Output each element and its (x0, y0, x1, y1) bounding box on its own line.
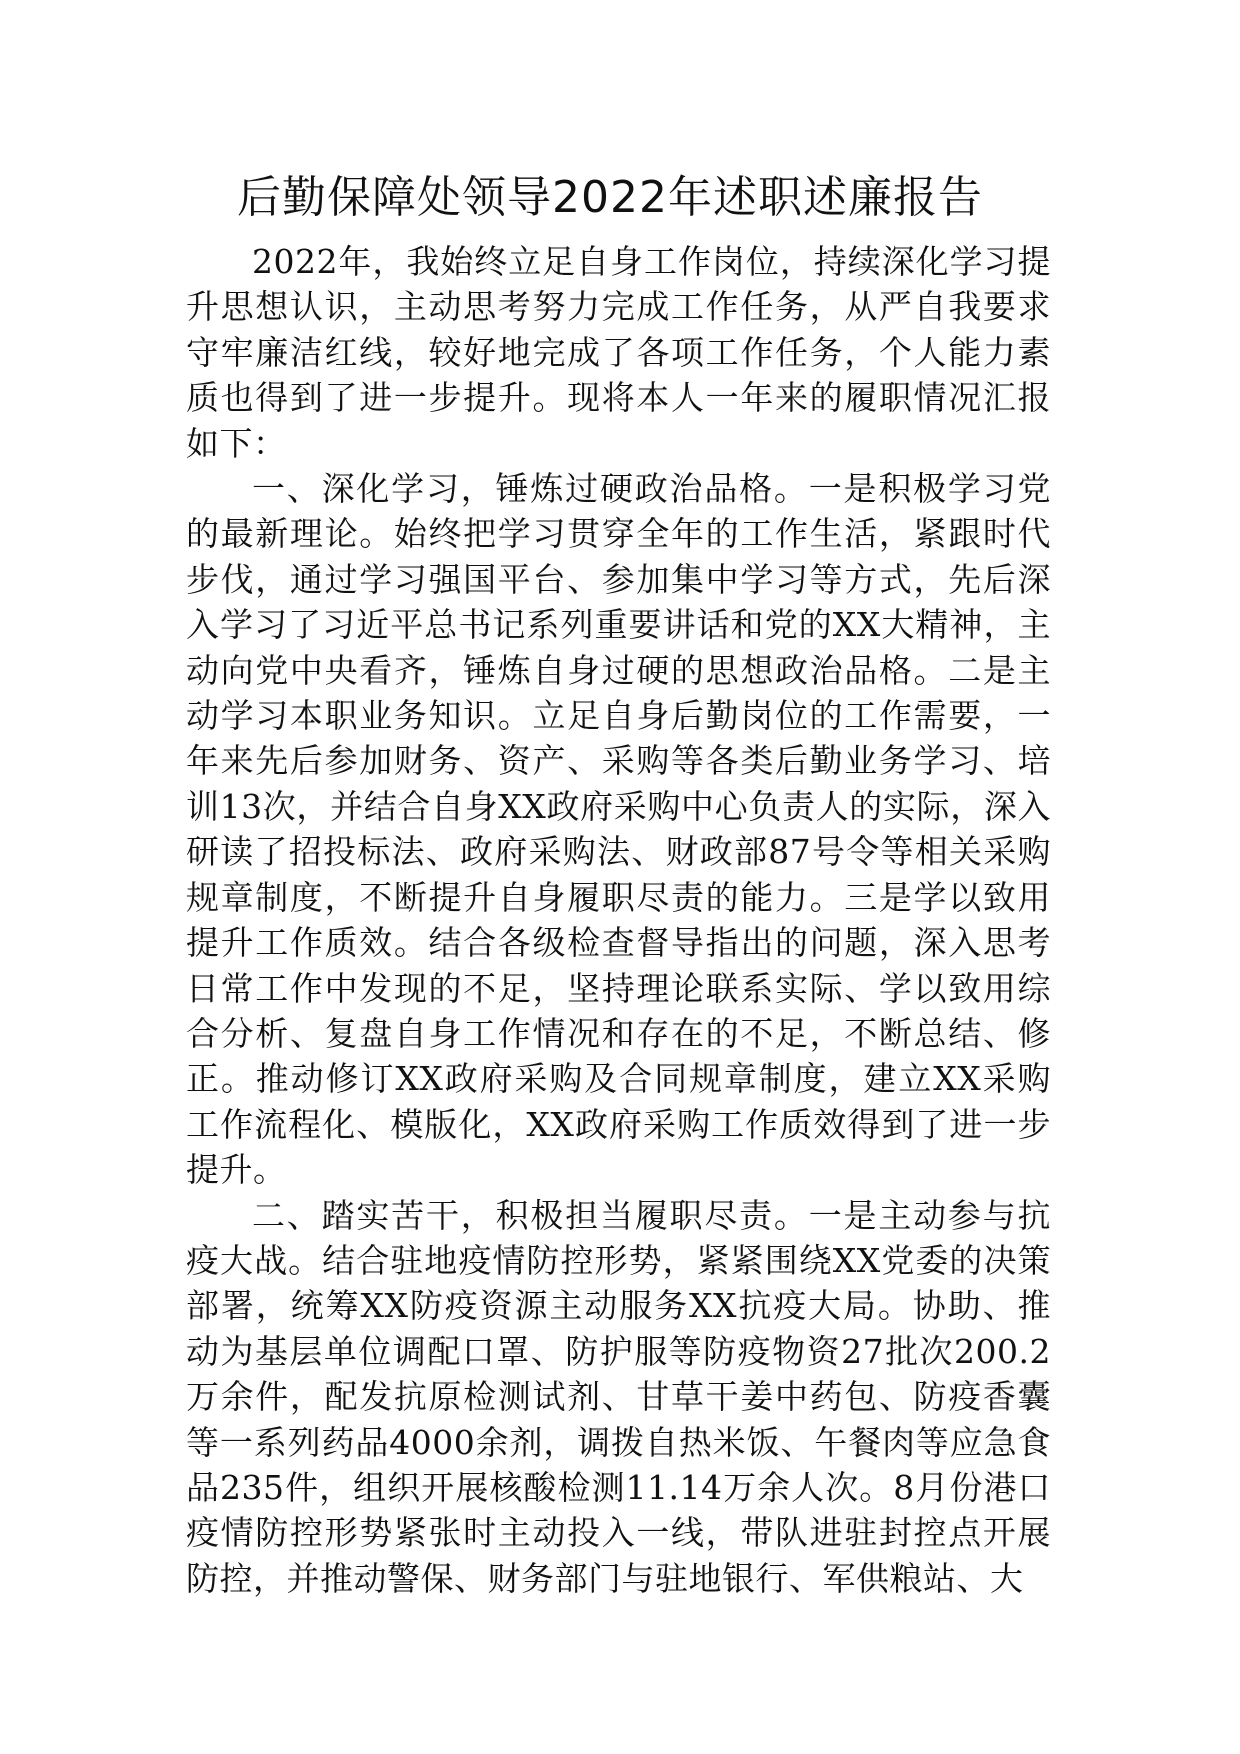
document-title: 后勤保障处领导2022年述职述廉报告 (237, 172, 983, 223)
document-body (186, 239, 1051, 1601)
section-two-paragraph: 二、踏实苦干，积极担当履职尽责。一是主动参与抗疫大战。结合驻地疫情防控形势，紧紧围绕XX党委的决策部署，统筹XX防疫资源主动服务XX抗疫大局。协助、推动为基层单位调配口罩、防护服等防疫物资27批次200.2万余件，配发抗原检测试剂、甘草干姜中药包、防疫香囊等一系列药品4000余剂，调拨自热米饭、午餐肉等应急食品235件，组织开展核酸检测11.14万余人次。8月份港口疫情防控形势紧张时主动投入一线，带队进驻封控点开展防控，并推动警保、财务部门与驻地银行、军供粮站、大 (186, 1195, 1051, 1598)
intro-paragraph: 2022年，我始终立足自身工作岗位，持续深化学习提升思想认识，主动思考努力完成工作任务，从严自我要求守牢廉洁红线，较好地完成了各项工作任务，个人能力素质也得到了进一步提升。现将本人一年来的履职情况汇报如下： (186, 242, 1051, 463)
section-one-paragraph: 一、深化学习，锤炼过硬政治品格。一是积极学习党的最新理论。始终把学习贯穿全年的工作生活，紧跟时代步伐，通过学习强国平台、参加集中学习等方式，先后深入学习了习近平总书记系列重要讲话和党的XX大精神，主动向党中央看齐，锤炼自身过硬的思想政治品格。二是主动学习本职业务知识。立足自身后勤岗位的工作需要，一年来先后参加财务、资产、采购等各类后勤业务学习、培训13次，并结合自身XX政府采购中心负责人的实际，深入研读了招投标法、政府采购法、财政部87号令等相关采购规章制度，不断提升自身履职尽责的能力。三是学以致用提升工作质效。结合各级检查督导指出的问题，深入思考日常工作中发现的不足，坚持理论联系实际、学以致用综合分析、复盘自身工作情况和存在的不足，不断总结、修正。推动修订XX政府采购及合同规章制度，建立XX采购工作流程化、模版化，XX政府采购工作质效得到了进一步提升。 (186, 469, 1051, 1190)
